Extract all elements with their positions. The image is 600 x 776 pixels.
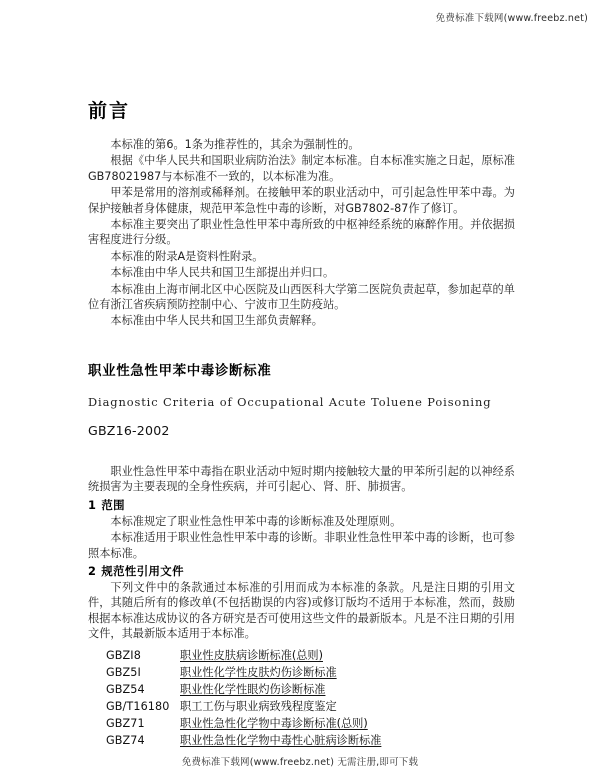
preface-paragraph: 根据《中华人民共和国职业病防治法》制定本标准。自本标准实施之日起，原标准GB78021987与本标准不一致的，以本标准为准。 <box>88 154 515 183</box>
reference-code: GBZI8 <box>106 648 141 662</box>
section-heading-scope <box>88 497 515 513</box>
reference-code: GBZ54 <box>106 682 145 696</box>
reference-standards-list <box>88 647 515 749</box>
section-number: 1 <box>88 497 97 512</box>
reference-code: GBZ5I <box>106 665 141 679</box>
footer-watermark: 免费标准下载网(www.freebz.net) 无需注册,即可下载 <box>181 757 419 768</box>
reference-title[interactable]: 职业性皮肤病诊断标准(总则) <box>180 648 323 662</box>
preface-paragraph: 本标准由中华人民共和国卫生部负责解释。 <box>110 314 323 328</box>
reference-title[interactable]: 职业性急性化学物中毒性心脏病诊断标准 <box>180 733 382 747</box>
header-watermark: 免费标准下载网(www.freebz.net) <box>435 13 588 24</box>
preface-paragraph: 本标准由中华人民共和国卫生部提出并归口。 <box>110 266 335 280</box>
list-item <box>88 715 515 732</box>
standard-title-chinese: 职业性急性甲苯中毒诊断标准 <box>88 362 272 379</box>
standard-definition: 职业性急性甲苯中毒指在职业活动中短时期内接触较大量的甲苯所引起的以神经系统损害为主要表现的全身性疾病，并可引起心、肾、肝、肺损害。 <box>88 464 515 494</box>
document-content <box>88 96 515 749</box>
standard-title-block <box>88 359 515 438</box>
preface-paragraph: 甲苯是常用的溶剂或稀释剂。在接触甲苯的职业活动中，可引起急性甲苯中毒。为保护接触者身体健康，规范甲苯急性中毒的诊断，对GB7802-87作了修订。 <box>88 186 515 215</box>
reference-code: GBZ71 <box>106 716 145 730</box>
preface-paragraph: 本标准的第6。1条为推荐性的，其余为强制性的。 <box>110 138 360 151</box>
section-number: 2 <box>88 563 97 578</box>
section-paragraph: 本标准适用于职业性急性甲苯中毒的诊断。非职业性急性甲苯中毒的诊断，也可参照本标准。 <box>88 531 515 560</box>
preface-paragraph: 本标准的附录A是资料性附录。 <box>110 249 264 263</box>
reference-title: 职工工伤与职业病致残程度鉴定 <box>180 699 337 713</box>
list-item <box>88 732 515 749</box>
list-item <box>88 681 515 698</box>
reference-title[interactable]: 职业性急性化学物中毒诊断标准(总则) <box>180 716 368 730</box>
standard-code: GBZ16-2002 <box>88 422 170 438</box>
list-item <box>88 698 515 715</box>
preface-paragraph: 本标准由上海市闸北区中心医院及山西医科大学第二医院负责起草，参加起草的单位有浙江省疾病预防控制中心、宁波市卫生防疫站。 <box>88 282 515 312</box>
section-title: 规范性引用文件 <box>101 563 184 578</box>
section-heading-normative-references <box>88 563 515 579</box>
reference-title[interactable]: 职业性化学性眼灼伤诊断标准 <box>180 682 326 696</box>
reference-code: GB/T16180 <box>106 699 170 713</box>
section-title: 范围 <box>101 497 125 512</box>
reference-code: GBZ74 <box>106 733 145 747</box>
preface-title: 前言 <box>88 100 131 122</box>
list-item <box>88 664 515 681</box>
reference-title[interactable]: 职业性化学性皮肤灼伤诊断标准 <box>180 665 337 679</box>
standard-title-english: Diagnostic Criteria of Occupational Acute Toluene Poisoning <box>88 394 492 409</box>
list-item <box>88 647 515 664</box>
section-paragraph: 下列文件中的条款通过本标准的引用而成为本标准的条款。凡是注日期的引用文件，其随后所有的修改单(不包括勘误的内容)或修订版均不适用于本标准，然而，鼓励根据本标准达成协议的各方研究是否可使用这些文件的最新版本。凡是不注日期的引用文件，其最新版本适用于本标准。 <box>88 580 515 641</box>
preface-paragraph: 本标准主要突出了职业性急性甲苯中毒所致的中枢神经系统的麻醉作用。并依据损害程度进行分级。 <box>88 218 515 247</box>
section-paragraph: 本标准规定了职业性急性甲苯中毒的诊断标准及处理原则。 <box>110 514 402 528</box>
